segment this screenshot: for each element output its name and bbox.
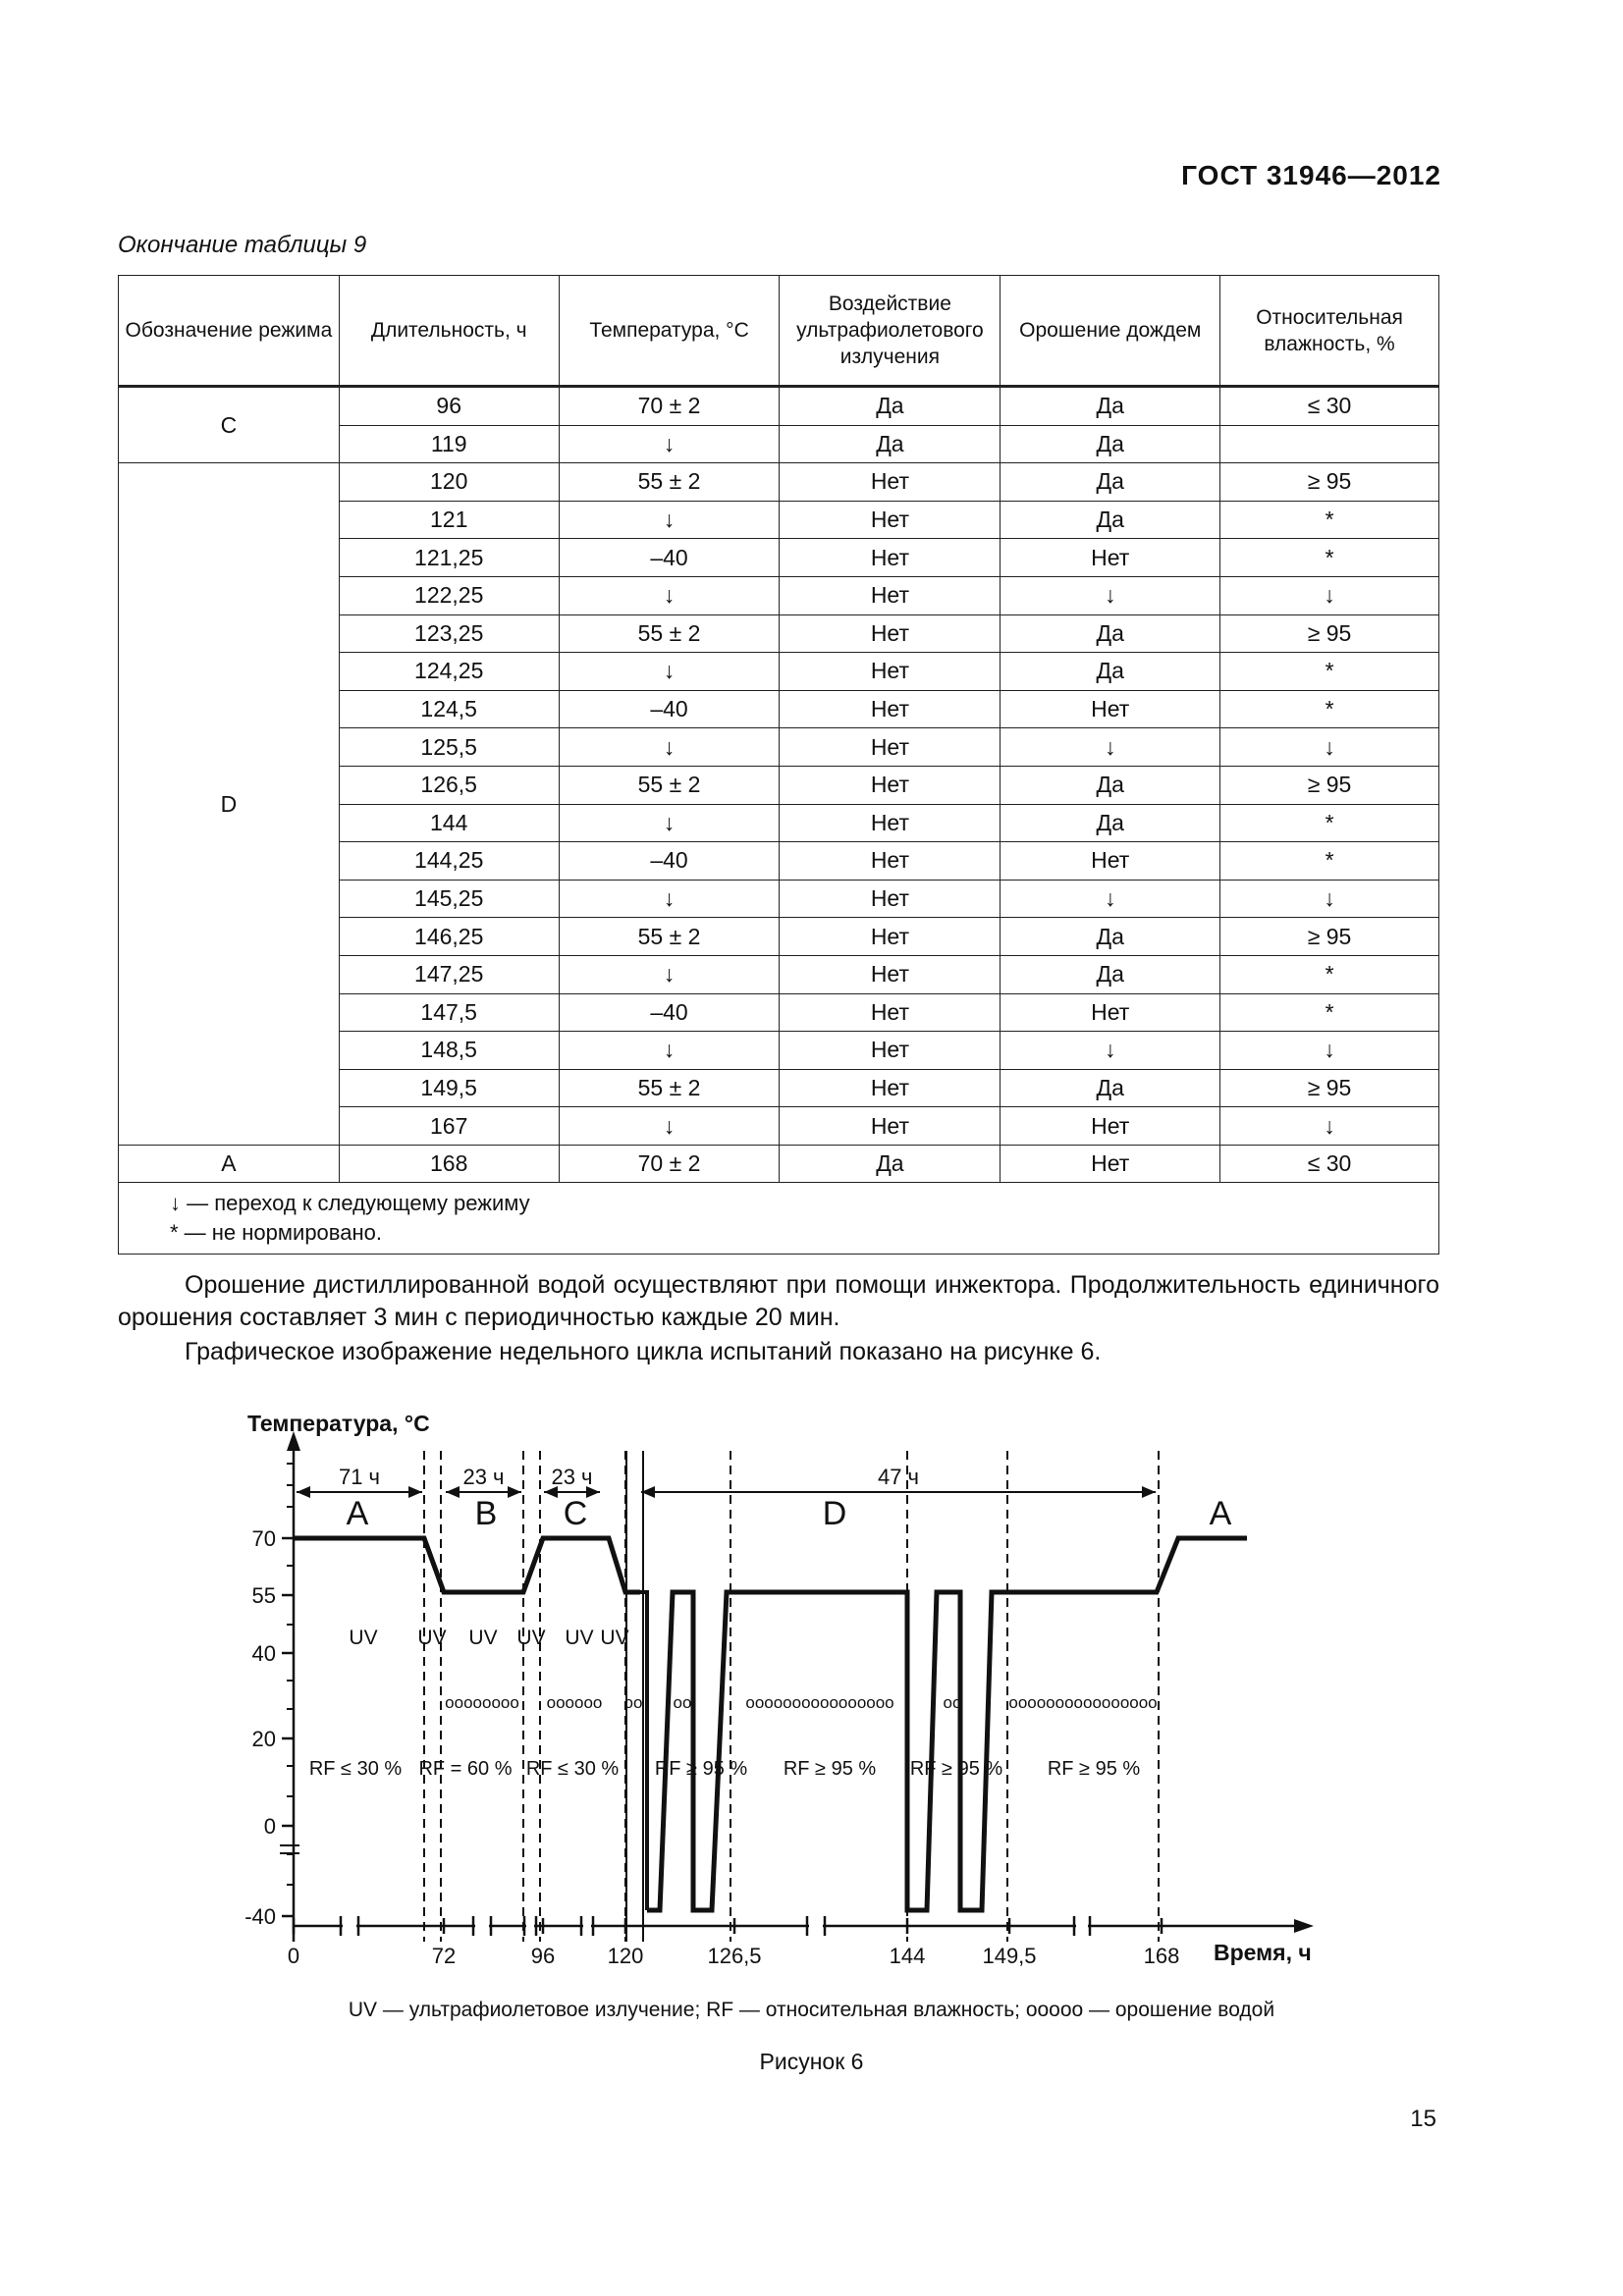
uv-label: UV <box>516 1627 546 1649</box>
x-axis-gap <box>526 1922 534 1930</box>
cell-humidity: ≥ 95 <box>1220 463 1439 502</box>
figure-legend: UV — ультрафиолетовое излучение; RF — относительная влажность; ооооо — орошение водой <box>348 1999 1275 2021</box>
rf-label: RF ≤ 30 % <box>525 1758 620 1780</box>
uv-label: UV <box>468 1627 498 1649</box>
x-tick-label: 168 <box>1143 1944 1180 1968</box>
rf-label: RF ≥ 95 % <box>909 1758 1003 1780</box>
cell-rain: Нет <box>1001 842 1220 881</box>
uv-label: UV <box>349 1627 378 1649</box>
cell-uv: Нет <box>780 690 1001 728</box>
header-duration: Длительность, ч <box>339 276 559 387</box>
cell-temperature: 55 ± 2 <box>559 614 780 653</box>
x-axis-gap <box>475 1922 489 1930</box>
y-tick-label: 55 <box>251 1583 276 1608</box>
cell-temperature: ↓ <box>559 576 780 614</box>
cell-humidity: * <box>1220 804 1439 842</box>
cell-temperature: ↓ <box>559 425 780 463</box>
x-tick-label: 144 <box>889 1944 926 1968</box>
x-axis-gap <box>343 1922 356 1930</box>
spray-mark: oooooooooooooooo <box>745 1693 894 1712</box>
cell-temperature: ↓ <box>559 501 780 539</box>
cell-humidity: ≥ 95 <box>1220 918 1439 956</box>
cell-humidity: ≤ 30 <box>1220 387 1439 426</box>
arrow-head <box>508 1486 521 1498</box>
cell-rain: Нет <box>1001 993 1220 1032</box>
cell-humidity: ↓ <box>1220 576 1439 614</box>
cell-uv: Нет <box>780 614 1001 653</box>
cell-humidity: ≥ 95 <box>1220 614 1439 653</box>
cell-rain: Да <box>1001 387 1220 426</box>
paragraph-spraying: Орошение дистиллированной водой осуществляют при помощи инжектора. Продолжительность единичного орошения составляет 3 мин с периодичностью каждые 20 мин. <box>118 1271 1439 1331</box>
cell-rain: ↓ <box>1001 1032 1220 1070</box>
cell-uv: Нет <box>780 501 1001 539</box>
cell-uv: Нет <box>780 653 1001 691</box>
cell-humidity: ↓ <box>1220 1032 1439 1070</box>
uv-label: UV <box>600 1627 629 1649</box>
cell-rain: Нет <box>1001 1107 1220 1146</box>
mode-letter: C <box>563 1495 588 1532</box>
cell-temperature: 70 ± 2 <box>559 387 780 426</box>
temperature-profile <box>294 1538 640 1592</box>
cell-mode: D <box>119 463 340 1146</box>
cell-duration: 121 <box>339 501 559 539</box>
cell-duration: 125,5 <box>339 728 559 767</box>
duration-label: 23 ч <box>551 1465 593 1489</box>
cell-temperature: –40 <box>559 842 780 881</box>
cell-temperature: –40 <box>559 993 780 1032</box>
cell-rain: Да <box>1001 501 1220 539</box>
cell-humidity: ≥ 95 <box>1220 1069 1439 1107</box>
cell-duration: 145,25 <box>339 880 559 918</box>
spray-mark: oo <box>673 1693 692 1712</box>
cell-uv: Нет <box>780 842 1001 881</box>
y-tick-label: 20 <box>251 1727 276 1751</box>
cell-rain: Да <box>1001 653 1220 691</box>
duration-label: 71 ч <box>338 1465 381 1489</box>
cell-uv: Нет <box>780 728 1001 767</box>
cell-humidity: * <box>1220 501 1439 539</box>
figure-caption: Рисунок 6 <box>759 2049 864 2074</box>
cell-rain: Да <box>1001 1069 1220 1107</box>
cell-humidity: ↓ <box>1220 728 1439 767</box>
x-axis-gap <box>1076 1922 1088 1930</box>
cell-temperature: –40 <box>559 539 780 577</box>
cell-humidity: * <box>1220 955 1439 993</box>
cell-temperature: ↓ <box>559 1107 780 1146</box>
cell-rain: Да <box>1001 918 1220 956</box>
cell-uv: Нет <box>780 993 1001 1032</box>
cell-rain: Нет <box>1001 690 1220 728</box>
cell-temperature: 55 ± 2 <box>559 1069 780 1107</box>
arrow-head <box>297 1486 310 1498</box>
rf-label: RF = 60 % <box>418 1758 513 1780</box>
duration-label: 23 ч <box>462 1465 505 1489</box>
x-axis-arrow <box>1294 1919 1314 1933</box>
arrow-head <box>1142 1486 1156 1498</box>
cell-humidity: * <box>1220 690 1439 728</box>
cell-uv: Нет <box>780 576 1001 614</box>
rf-label: RF ≥ 95 % <box>1047 1758 1141 1780</box>
y-tick-label: 70 <box>251 1526 276 1551</box>
cell-temperature: 55 ± 2 <box>559 463 780 502</box>
cell-uv: Да <box>780 387 1001 426</box>
temperature-profile <box>647 1538 1247 1910</box>
cell-duration: 123,25 <box>339 614 559 653</box>
mode-letter: A <box>346 1495 369 1532</box>
cell-duration: 148,5 <box>339 1032 559 1070</box>
cell-temperature: ↓ <box>559 880 780 918</box>
x-tick-label: 126,5 <box>707 1944 762 1968</box>
cell-temperature: –40 <box>559 690 780 728</box>
spray-mark: oooooo <box>546 1693 603 1712</box>
table-note: ↓ — переход к следующему режиму <box>170 1191 530 1216</box>
y-tick-label: 40 <box>251 1641 276 1666</box>
cell-temperature: 70 ± 2 <box>559 1145 780 1183</box>
cell-rain: Да <box>1001 955 1220 993</box>
document-code: ГОСТ 31946—2012 <box>1181 160 1441 190</box>
cell-humidity: ↓ <box>1220 1107 1439 1146</box>
rf-label: RF ≥ 95 % <box>654 1758 748 1780</box>
cell-temperature: ↓ <box>559 955 780 993</box>
rf-label: RF ≥ 95 % <box>783 1758 877 1780</box>
cell-rain: Да <box>1001 614 1220 653</box>
cell-mode: С <box>119 387 340 463</box>
x-axis-gap <box>583 1922 591 1930</box>
cell-uv: Нет <box>780 1069 1001 1107</box>
x-tick-label: 120 <box>607 1944 644 1968</box>
cell-duration: 149,5 <box>339 1069 559 1107</box>
cell-duration: 147,5 <box>339 993 559 1032</box>
x-tick-label: 149,5 <box>982 1944 1037 1968</box>
cell-duration: 146,25 <box>339 918 559 956</box>
cell-uv: Нет <box>780 918 1001 956</box>
cell-rain: Да <box>1001 766 1220 804</box>
x-tick-label: 96 <box>530 1944 556 1968</box>
cell-rain: Да <box>1001 804 1220 842</box>
cell-duration: 126,5 <box>339 766 559 804</box>
cell-uv: Нет <box>780 880 1001 918</box>
cell-humidity: ≤ 30 <box>1220 1145 1439 1183</box>
mode-letter: B <box>474 1495 498 1532</box>
cell-duration: 120 <box>339 463 559 502</box>
x-tick-label: 0 <box>287 1944 300 1968</box>
duration-label: 47 ч <box>877 1465 920 1489</box>
cell-uv: Нет <box>780 1032 1001 1070</box>
cell-humidity: * <box>1220 842 1439 881</box>
uv-label: UV <box>417 1627 447 1649</box>
uv-label: UV <box>565 1627 594 1649</box>
arrow-head <box>408 1486 422 1498</box>
x-axis-gap <box>809 1922 823 1930</box>
header-uv: Воздействие ультрафиолетового излучения <box>780 276 1001 387</box>
spray-mark: oooooooooooooooo <box>1008 1693 1158 1712</box>
y-tick-label: -40 <box>244 1904 276 1929</box>
spray-mark: oooooooo <box>445 1693 519 1712</box>
header-temperature: Температура, °С <box>559 276 780 387</box>
header-humidity: Относительная влажность, % <box>1220 276 1439 387</box>
cell-rain: ↓ <box>1001 576 1220 614</box>
table-note: * — не нормировано. <box>170 1220 382 1246</box>
mode-letter: A <box>1209 1495 1232 1532</box>
cell-rain: Нет <box>1001 539 1220 577</box>
cell-duration: 168 <box>339 1145 559 1183</box>
table-caption: Окончание таблицы 9 <box>118 232 367 258</box>
cell-mode: А <box>119 1145 340 1183</box>
cell-humidity: * <box>1220 993 1439 1032</box>
page-number: 15 <box>1410 2106 1436 2132</box>
header-rain: Орошение дождем <box>1001 276 1220 387</box>
spray-mark: oo <box>623 1693 643 1712</box>
cell-uv: Нет <box>780 463 1001 502</box>
x-axis-title: Время, ч <box>1214 1940 1312 1965</box>
cell-temperature: 55 ± 2 <box>559 918 780 956</box>
cell-duration: 144 <box>339 804 559 842</box>
cell-rain: Да <box>1001 463 1220 502</box>
cell-uv: Нет <box>780 955 1001 993</box>
header-mode: Обозначение режима <box>119 276 340 387</box>
cell-temperature: ↓ <box>559 804 780 842</box>
cell-humidity: ≥ 95 <box>1220 766 1439 804</box>
cell-uv: Нет <box>780 804 1001 842</box>
cell-duration: 96 <box>339 387 559 426</box>
cell-uv: Нет <box>780 766 1001 804</box>
cell-temperature: ↓ <box>559 728 780 767</box>
cell-uv: Нет <box>780 1107 1001 1146</box>
cell-uv: Да <box>780 425 1001 463</box>
paragraph-figure-ref: Графическое изображение недельного цикла испытаний показано на рисунке 6. <box>185 1338 1102 1365</box>
cell-duration: 167 <box>339 1107 559 1146</box>
cell-rain: ↓ <box>1001 728 1220 767</box>
cell-temperature: 55 ± 2 <box>559 766 780 804</box>
cell-duration: 144,25 <box>339 842 559 881</box>
rf-label: RF ≤ 30 % <box>308 1758 403 1780</box>
y-axis-title: Температура, °С <box>247 1411 430 1436</box>
cell-humidity: * <box>1220 653 1439 691</box>
mode-letter: D <box>822 1495 847 1532</box>
cell-duration: 124,25 <box>339 653 559 691</box>
cell-humidity: * <box>1220 539 1439 577</box>
cell-duration: 121,25 <box>339 539 559 577</box>
cell-rain: ↓ <box>1001 880 1220 918</box>
cell-duration: 147,25 <box>339 955 559 993</box>
cell-temperature: ↓ <box>559 653 780 691</box>
x-tick-label: 72 <box>431 1944 457 1968</box>
cell-temperature: ↓ <box>559 1032 780 1070</box>
spray-mark: oo <box>943 1693 962 1712</box>
cell-duration: 122,25 <box>339 576 559 614</box>
y-tick-label: 0 <box>263 1814 276 1839</box>
cell-duration: 119 <box>339 425 559 463</box>
cell-uv: Да <box>780 1145 1001 1183</box>
cell-humidity: ↓ <box>1220 880 1439 918</box>
arrow-head <box>446 1486 460 1498</box>
cell-rain: Да <box>1001 425 1220 463</box>
cell-duration: 124,5 <box>339 690 559 728</box>
cell-uv: Нет <box>780 539 1001 577</box>
cell-rain: Нет <box>1001 1145 1220 1183</box>
